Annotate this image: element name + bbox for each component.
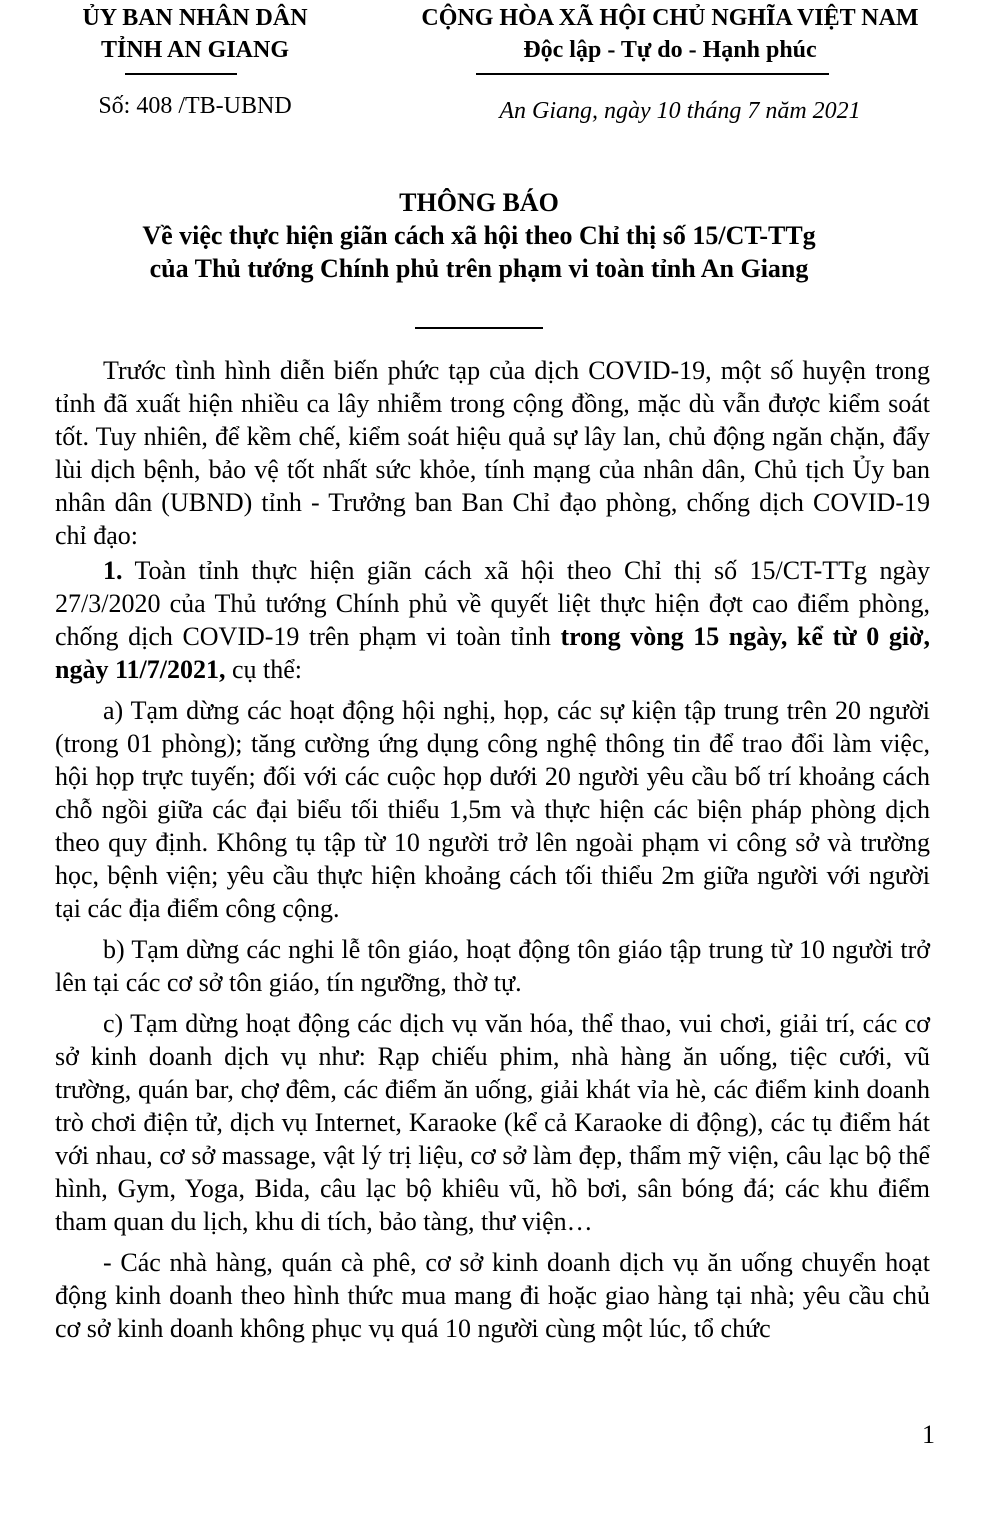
page-number: 1 bbox=[922, 1420, 935, 1449]
paragraph-dash: - Các nhà hàng, quán cà phê, cơ sở kinh doanh dịch vụ ăn uống chuyển hoạt động kinh doanh theo hình thức mua mang đi hoặc giao hàng tại nhà; yêu cầu chủ cơ sở kinh doanh không phục vụ quá 10 người cùng một lúc, tổ chức bbox=[55, 1248, 930, 1343]
title-line-3: của Thủ tướng Chính phủ trên phạm vi toàn tỉnh An Giang bbox=[149, 254, 809, 283]
paragraph-b: b) Tạm dừng các nghi lễ tôn giáo, hoạt động tôn giáo tập trung từ 10 người trở lên tại các cơ sở tôn giáo, tín ngưỡng, thờ tự. bbox=[55, 935, 930, 997]
intro-paragraph: Trước tình hình diễn biến phức tạp của dịch COVID-19, một số huyện trong tỉnh đã xuất hiện nhiều ca lây nhiễm trong cộng đồng, mặc dù vẫn được kiểm soát tốt. Tuy nhiên, để kềm chế, kiểm soát hiệu quả sự lây lan, chủ động ngăn chặn, đẩy lùi dịch bệnh, bảo vệ tốt nhất sức khỏe, tính mạng của nhân dân, Chủ tịch Ủy ban nhân dân (UBND) tỉnh - Trưởng ban Ban Chỉ đạo phòng, chống dịch COVID-19 chỉ đạo: bbox=[55, 356, 930, 550]
title-line-2: Về việc thực hiện giãn cách xã hội theo Chỉ thị số 15/CT-TTg bbox=[142, 221, 816, 250]
paragraph-1-tail: cụ thể: bbox=[225, 655, 303, 684]
agency-name bbox=[40, 2, 350, 66]
date-line: An Giang, ngày 10 tháng 7 năm 2021 bbox=[499, 98, 861, 124]
notice-body bbox=[55, 354, 930, 1345]
agency-underline bbox=[125, 73, 237, 75]
paragraph-c: c) Tạm dừng hoạt động các dịch vụ văn hóa, thể thao, vui chơi, giải trí, các cơ sở kinh doanh dịch vụ như: Rạp chiếu phim, nhà hàng ăn uống, tiệc cưới, vũ trường, quán bar, chợ đêm, các điểm ăn uống, giải khát vỉa hè, các điểm kinh doanh trò chơi điện tử, dịch vụ Internet, Karaoke (kể cả Karaoke di động), các tụ điểm hát với nhau, cơ sở massage, vật lý trị liệu, cơ sở làm đẹp, thẩm mỹ viện, câu lạc bộ thể hình, Gym, Yoga, Bida, câu lạc bộ khiêu vũ, hồ bơi, sân bóng đá; các khu điểm tham quan du lịch, khu di tích, bảo tàng, thư viện… bbox=[55, 1009, 930, 1236]
paragraph-1-number: 1. bbox=[103, 556, 123, 585]
paragraph-1 bbox=[55, 554, 930, 686]
motto-line: Độc lập - Tự do - Hạnh phúc bbox=[523, 37, 817, 63]
agency-line-1: ỦY BAN NHÂN DÂN bbox=[82, 5, 308, 31]
country-name: CỘNG HÒA XÃ HỘI CHỦ NGHĨA VIỆT NAM bbox=[421, 5, 919, 31]
notice-title bbox=[0, 186, 958, 285]
national-motto bbox=[360, 2, 980, 66]
paragraph-a: a) Tạm dừng các hoạt động hội nghị, họp, các sự kiện tập trung trên 20 người (trong 01 phòng); tăng cường ứng dụng công nghệ thông tin để trao đổi làm việc, hội họp trực tuyến; đối với các cuộc họp dưới 20 người yêu cầu bố trí khoảng cách chỗ ngồi giữa các đại biểu tối thiểu 1,5m và thực hiện các biện pháp phòng dịch theo quy định. Không tụ tập từ 10 người trở lên ngoài phạm vi công sở và trường học, bệnh viện; yêu cầu thực hiện khoảng cách tối thiểu 2m giữa người với người tại các địa điểm công cộng. bbox=[55, 696, 930, 923]
motto-underline bbox=[476, 73, 829, 75]
title-divider bbox=[415, 327, 543, 329]
document-number: Số: 408 /TB-UBND bbox=[98, 93, 292, 119]
agency-line-2: TỈNH AN GIANG bbox=[100, 37, 290, 63]
title-main: THÔNG BÁO bbox=[399, 188, 559, 217]
paragraph-1-bold: trong vòng 15 ngày, kể từ 0 giờ, ngày 11/7/2021, bbox=[55, 622, 930, 684]
paragraph-1-text: Toàn tỉnh thực hiện giãn cách xã hội theo Chỉ thị số 15/CT-TTg ngày 27/3/2020 của Thủ tướng Chính phủ về quyết liệt thực hiện đợt cao điểm phòng, chống dịch COVID-19 trên phạm vi toàn tỉnh bbox=[55, 556, 930, 651]
